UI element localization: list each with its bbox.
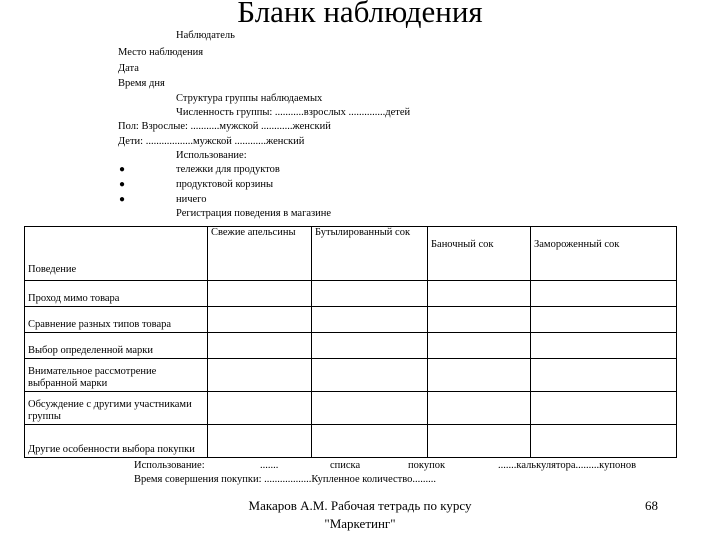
observation-table (24, 226, 677, 458)
table-cell[interactable] (428, 307, 531, 333)
usage-heading: Использование: (176, 150, 247, 161)
table-cell[interactable] (208, 359, 312, 392)
row-label: Проход мимо товара (25, 281, 208, 307)
table-row (25, 359, 677, 392)
table-row (25, 333, 677, 359)
table-cell[interactable] (531, 392, 677, 425)
observer-field: Наблюдатель (176, 30, 235, 41)
sex-children-field: Дети: ..................мужской ............женский (118, 136, 305, 147)
group-structure-heading: Структура группы наблюдаемых (176, 93, 323, 104)
time-of-day-field: Время дня (118, 78, 165, 89)
table-cell[interactable] (428, 333, 531, 359)
table-cell[interactable] (531, 307, 677, 333)
row-label: Обсуждение с другими участниками группы (25, 392, 208, 425)
header-behavior: Поведение (25, 227, 208, 281)
table-cell[interactable] (312, 307, 428, 333)
row-label: Сравнение разных типов товара (25, 307, 208, 333)
table-cell[interactable] (531, 333, 677, 359)
usage-line-purchases: покупок (408, 460, 446, 471)
table-cell[interactable] (531, 425, 677, 458)
place-field: Место наблюдения (118, 47, 204, 58)
behavior-registration-heading: Регистрация поведения в магазине (176, 208, 332, 219)
usage-line-calculator-coupons: .......калькулятора.........купонов (498, 460, 637, 471)
usage-item-nothing: ничего (176, 194, 207, 205)
table-cell[interactable] (531, 359, 677, 392)
table-row (25, 281, 677, 307)
table-header-row (25, 227, 677, 281)
header-fresh-oranges: Свежие апельсины (208, 227, 312, 281)
table-cell[interactable] (208, 333, 312, 359)
usage-item-basket: продуктовой корзины (176, 179, 274, 190)
purchase-time-field: Время совершения покупки: ..................Купленное количество......... (134, 474, 437, 485)
bullet-icon: ● (119, 179, 126, 190)
table-cell[interactable] (428, 359, 531, 392)
header-frozen-juice: Замороженный сок (531, 227, 677, 281)
page-number: 68 (645, 498, 658, 513)
table-cell[interactable] (312, 359, 428, 392)
table-cell[interactable] (208, 425, 312, 458)
group-size-field: Численность группы: ...........взрослых ..............детей (176, 107, 411, 118)
table-cell[interactable] (208, 307, 312, 333)
table-row (25, 307, 677, 333)
usage-item-cart: тележки для продуктов (176, 164, 280, 175)
page-title: Бланк наблюдения (237, 0, 483, 29)
usage-line-label: Использование: (134, 460, 205, 471)
row-label: Внимательное рассмотрение выбранной марки (25, 359, 208, 392)
table-cell[interactable] (312, 333, 428, 359)
header-bottled-juice: Бутылированный сок (312, 227, 428, 281)
sex-adults-field: Пол: Взрослые: ...........мужской ............женский (118, 121, 331, 132)
bullet-icon: ● (119, 194, 126, 205)
bullet-icon: ● (119, 164, 126, 175)
table-cell[interactable] (428, 425, 531, 458)
row-label: Выбор определенной марки (25, 333, 208, 359)
table-cell[interactable] (428, 392, 531, 425)
usage-line-list: списка (330, 460, 361, 471)
table-cell[interactable] (312, 392, 428, 425)
table-cell[interactable] (312, 281, 428, 307)
usage-line-dots: ....... (260, 460, 279, 471)
table-row (25, 425, 677, 458)
table-cell[interactable] (312, 425, 428, 458)
table-cell[interactable] (208, 281, 312, 307)
row-label: Другие особенности выбора покупки (25, 425, 208, 458)
header-canned-juice: Баночный сок (428, 227, 531, 281)
table-cell[interactable] (428, 281, 531, 307)
table-row (25, 392, 677, 425)
date-field: Дата (118, 63, 139, 74)
table-cell[interactable] (531, 281, 677, 307)
table-cell[interactable] (208, 392, 312, 425)
footer-source: Макаров А.М. Рабочая тетрадь по курсу "Маркетинг" (248, 498, 472, 531)
